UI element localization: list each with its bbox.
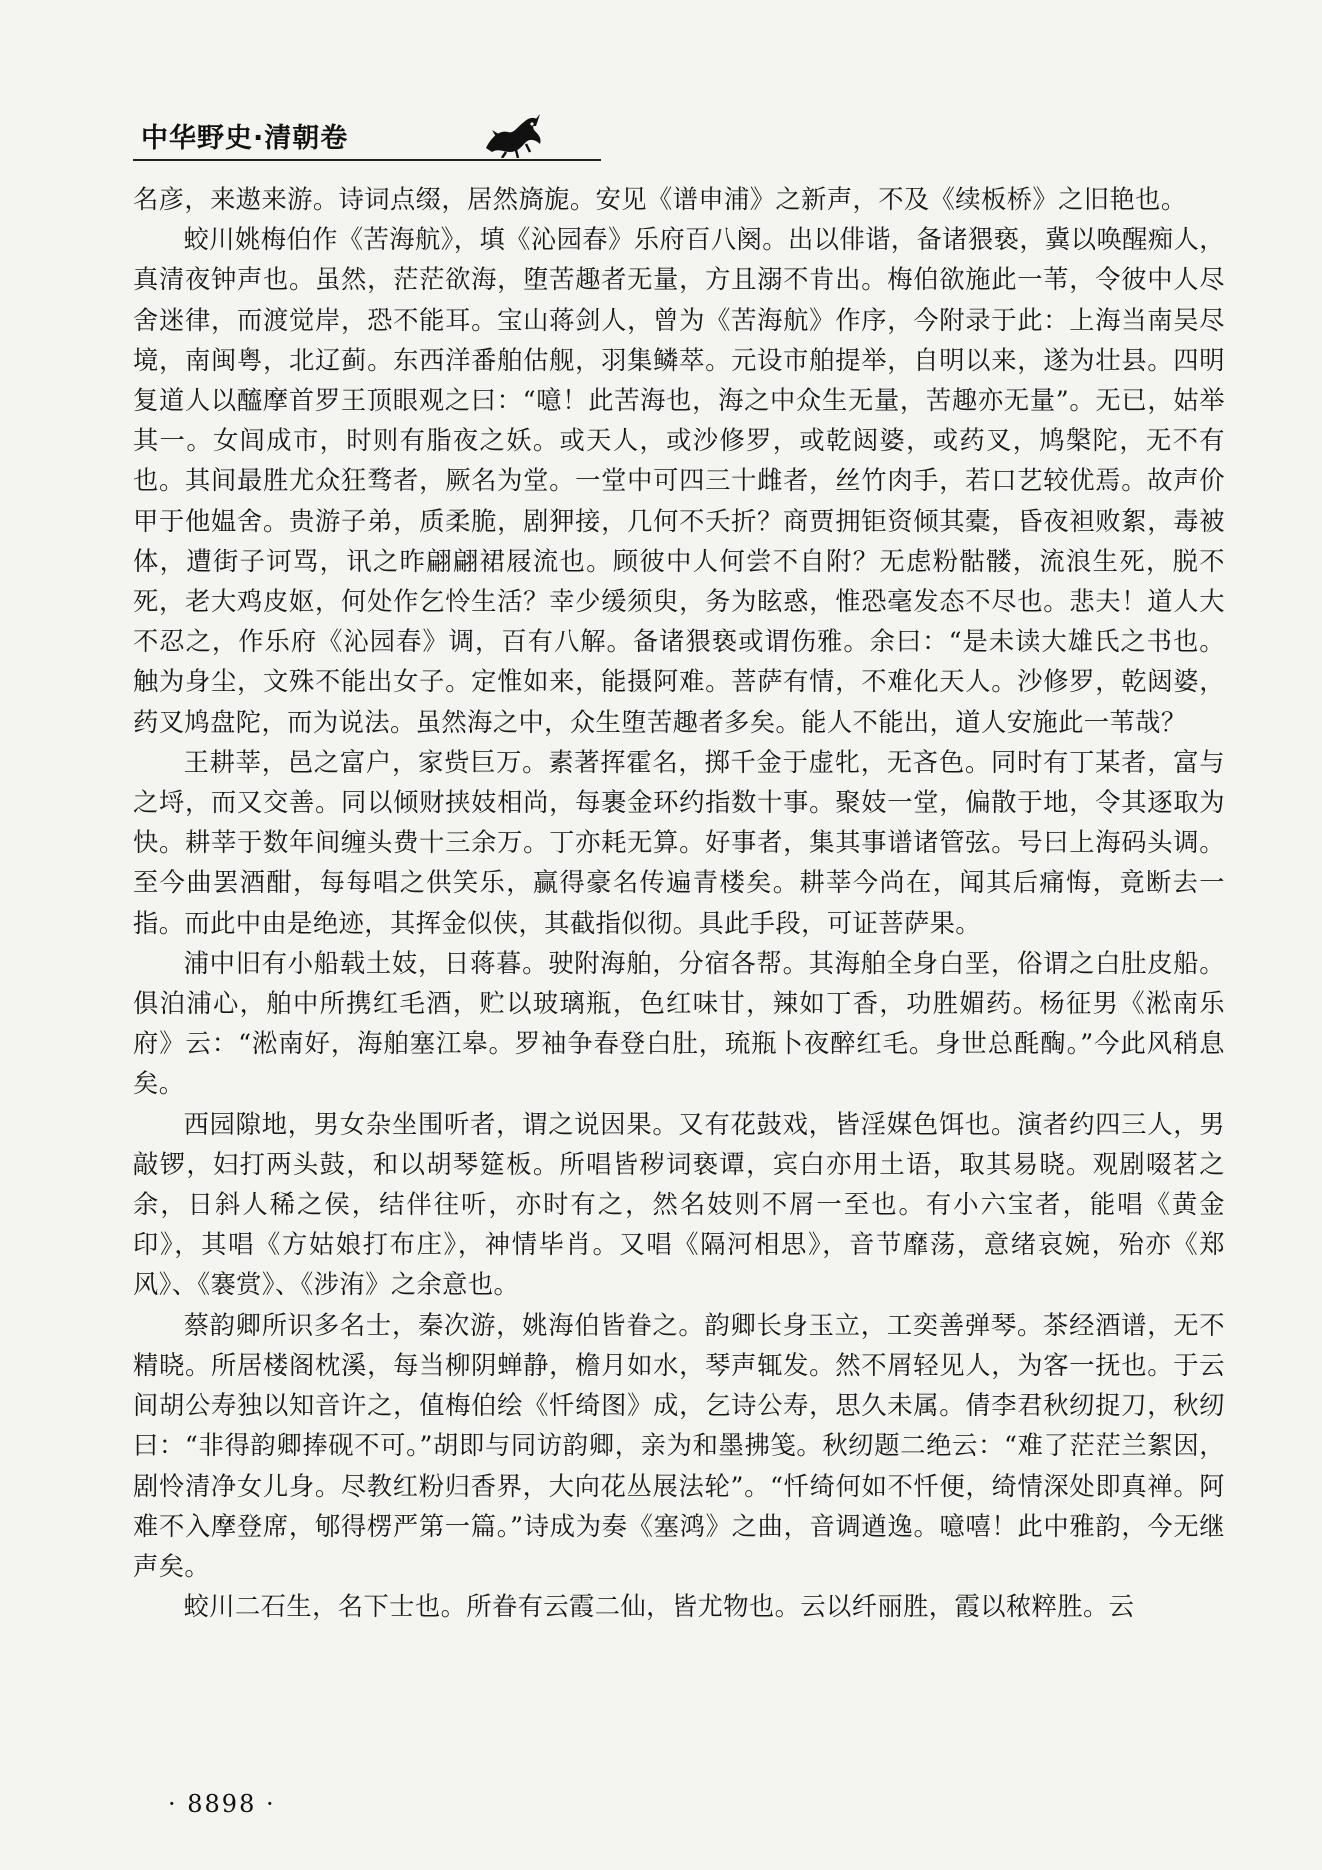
header-title: 中华野史·清朝卷: [141, 123, 349, 154]
body-text: [133, 180, 1225, 1627]
running-header: [133, 108, 1223, 160]
paragraph: 西园隙地，男女杂坐围听者，谓之说因果。又有花鼓戏，皆淫媒色饵也。演者约四三人，男敲锣，妇打两头鼓，和以胡琴筵板。所唱皆秽词亵谭，宾白亦用土语，取其易晓。观剧啜茗之余，日斜人稀之侯，结伴往听，亦时有之，然名妓则不屑一至也。有小六宝者，能唱《黄金印》，其唱《方姑娘打布庄》，神情毕肖。又唱《隔河相思》，音节靡荡，意绪哀婉，殆亦《郑风》、《褰赏》、《涉洧》之余意也。: [133, 1109, 1225, 1300]
paragraph: 蔡韵卿所识多名士，秦次游，姚海伯皆眷之。韵卿长身玉立，工奕善弹琴。茶经酒谱，无不精晓。所居楼阁枕溪，每当柳阴蝉静，檐月如水，琴声辄发。然不屑轻见人，为客一抚也。于云间胡公寿独以知音许之，值梅伯绘《忏绮图》成，乞诗公寿，思久未属。倩李君秋纫捉刀，秋纫曰：“非得韵卿捧砚不可。”胡即与同访韵卿，亲为和墨拂笺。秋纫题二绝云：“难了茫茫兰絮因，剧怜清净女儿身。尽教红粉归香界，大向花丛展法轮”。“忏绮何如不忏便，绮情深处即真禅。阿难不入摩登席，郇得楞严第一篇。”诗成为奏《塞鸿》之曲，音调遒逸。噫嘻！此中雅韵，今无继声矣。: [133, 1310, 1225, 1581]
paragraph: 浦中旧有小船载土妓，日蒋暮。驶附海舶，分宿各帮。其海舶全身白垩，俗谓之白肚皮船。俱泊浦心，舶中所携红毛酒，贮以玻璃瓶，色红味甘，辣如丁香，功胜媚药。杨征男《淞南乐府》云：“淞南好，海舶塞江皋。罗袖争春登白肚，琉瓶卜夜醉红毛。身世总酕醄。”今此风稍息矣。: [133, 948, 1225, 1099]
dragon-emblem-icon: [478, 108, 548, 158]
header-rule: [133, 159, 601, 161]
paragraph: 蛟川二石生，名下士也。所眷有云霞二仙，皆尤物也。云以纤丽胜，霞以秾粹胜。云: [183, 1592, 1135, 1622]
paragraph: 名彦，来遨来游。诗词点缀，居然旖旎。安见《谱申浦》之新声，不及《续板桥》之旧艳也。: [133, 185, 1187, 214]
page-number: · 8898 ·: [168, 1790, 276, 1818]
paragraph: 蛟川姚梅伯作《苦海航》，填《沁园春》乐府百八阕。出以俳谐，备诸猥亵，冀以唤醒痴人，真清夜钟声也。虽然，茫茫欲海，堕苦趣者无量，方且溺不肯出。梅伯欲施此一苇，令彼中人尽舍迷律，而渡觉岸，恐不能耳。宝山蒋剑人，曾为《苦海航》作序，今附录于此：上海当南吴尽境，南闽粤，北辽蓟。东西洋番舶估舰，羽集鳞萃。元设市舶提举，自明以来，遂为壮县。四明复道人以醯摩首罗王顶眼观之曰：“噫！此苦海也，海之中众生无量，苦趣亦无量”。无已，姑举其一。女闾成市，时则有脂夜之妖。或天人，或沙修罗，或乾闼婆，或药叉，鸠槃陀，无不有也。其间最胜尤众狂骛者，厥名为堂。一堂中可四三十雌者，丝竹肉手，若口艺较优焉。故声价甲于他媪舍。贵游子弟，质柔脆，剧狎接，几何不夭折？商贾拥钜资倾其橐，昏夜袒败絮，毒被体，遭街子诃骂，讯之昨翩翩裙屐流也。顾彼中人何尝不自附？无虑粉骷髅，流浪生死，脱不死，老大鸡皮妪，何处作乞怜生活？幸少缓须臾，务为眩惑，惟恐毫发态不尽也。悲夫！道人大不忍之，作乐府《沁园春》调，百有八解。备诸猥亵或谓伤雅。余曰：“是未读大雄氏之书也。触为身尘，文殊不能出女子。定惟如来，能摄阿难。菩萨有情，不难化天人。沙修罗，乾闼婆，药叉鸠盘陀，而为说法。虽然海之中，众生堕苦趣者多矣。能人不能出，道人安施此一苇哉？: [133, 225, 1225, 737]
paragraph: 王耕莘，邑之富户，家赀巨万。素著挥霍名，掷千金于虚牝，无吝色。同时有丁某者，富与之埒，而又交善。同以倾财挟妓相尚，每裹金环约指数十事。聚妓一堂，偏散于地，令其逐取为快。耕莘于数年间缠头费十三余万。丁亦耗无算。好事者，集其事谱诸管弦。号曰上海码头调。至今曲罢酒酣，每每唱之供笑乐，赢得豪名传遍青楼矣。耕莘今尚在，闻其后痛悔，竟断去一指。而此中由是绝迹，其挥金似侠，其截指似彻。具此手段，可证菩萨果。: [133, 747, 1225, 938]
